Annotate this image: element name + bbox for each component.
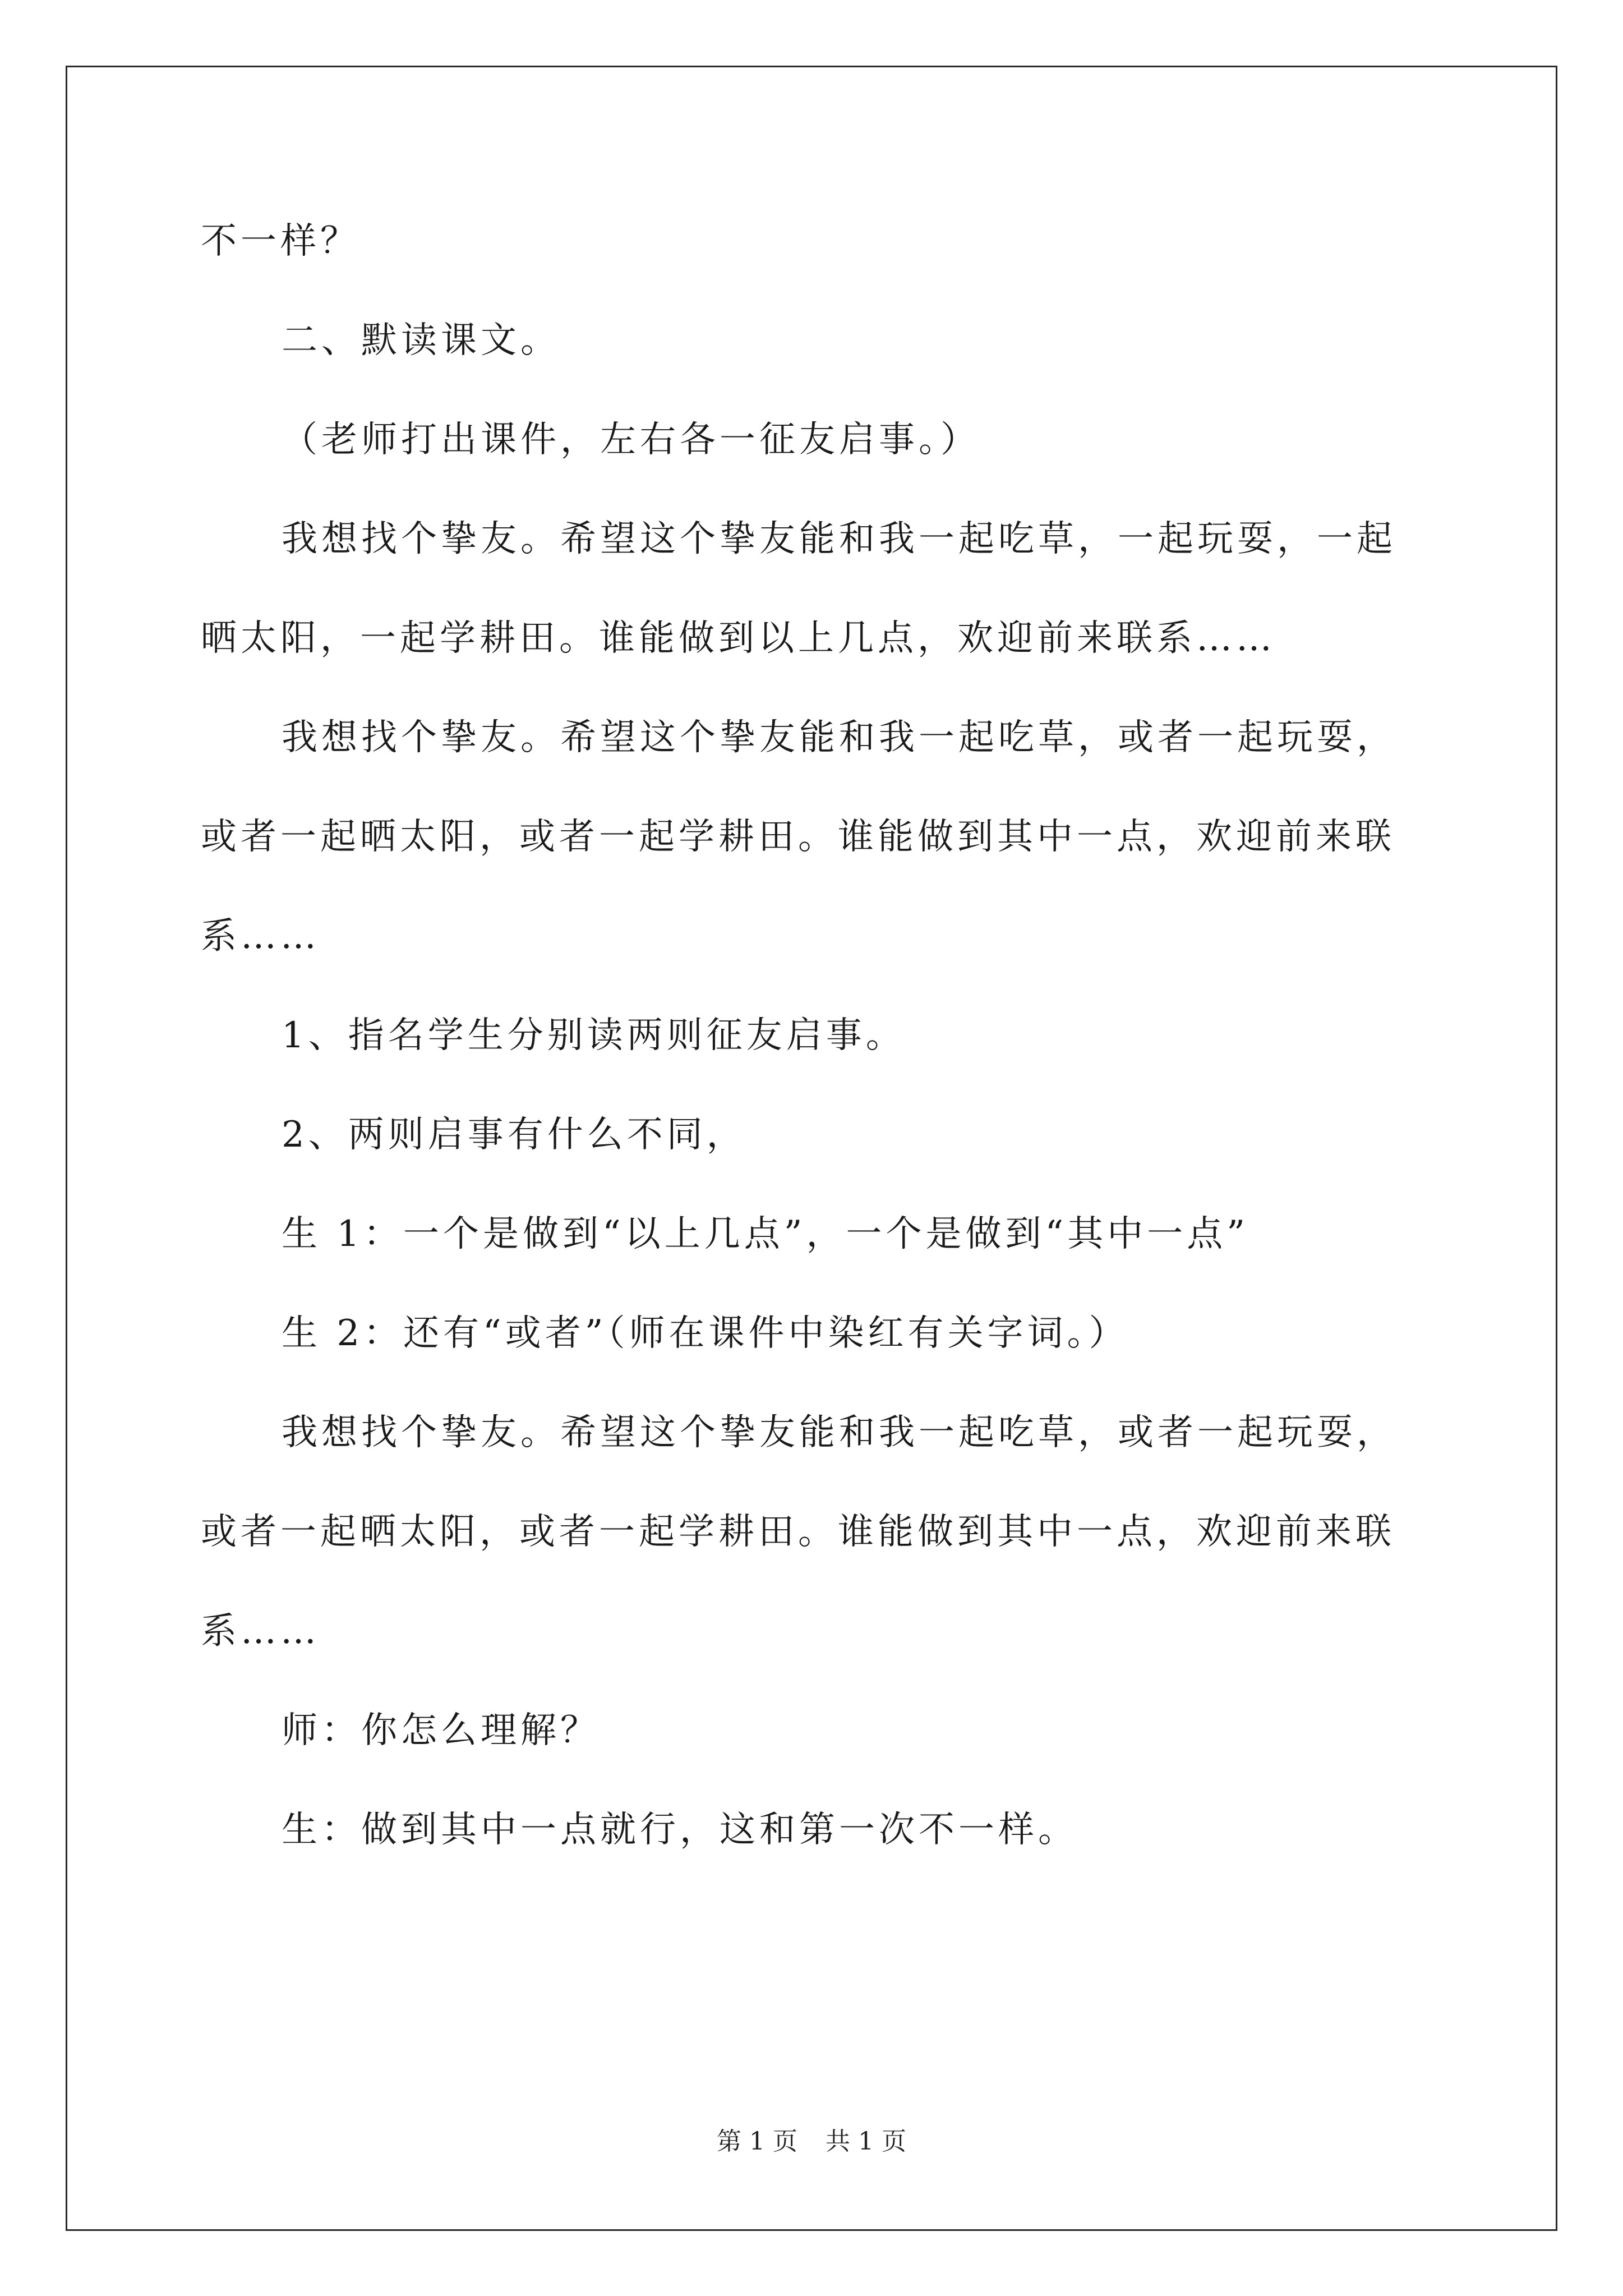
paragraph-line: 生 2：还有“或者”（师在课件中染红有关字词。） [282, 1313, 1129, 1354]
paragraph-line: 师：你怎么理解？ [282, 1710, 600, 1751]
paragraph-line: 我想找个挚友。希望这个挚友能和我一起吃草，或者一起玩耍， [282, 1412, 1396, 1453]
paragraph-line: 或者一起晒太阳，或者一起学耕田。谁能做到其中一点，欢迎前来联 [201, 816, 1395, 858]
paragraph-line: 晒太阳，一起学耕田。谁能做到以上几点，欢迎前来联系…… [201, 618, 1276, 659]
paragraph-line: 或者一起晒太阳，或者一起学耕田。谁能做到其中一点，欢迎前来联 [201, 1511, 1395, 1553]
page-footer [0, 2126, 1623, 2157]
paragraph-line: （老师打出课件，左右各一征友启事。） [282, 419, 980, 461]
paragraph-line: 生 1：一个是做到“以上几点”，一个是做到“其中一点” [282, 1213, 1249, 1255]
paragraph-line: 不一样？ [201, 220, 360, 262]
paragraph-line: 1、指名学生分别读两则征友启事。 [282, 1015, 906, 1056]
paragraph-line: 我想找个挚友。希望这个挚友能和我一起吃草，一起玩耍，一起 [282, 518, 1396, 560]
paragraph-line: 系…… [201, 915, 320, 957]
section-heading: 二、默读课文。 [282, 320, 560, 361]
paragraph-line: 生：做到其中一点就行，这和第一次不一样。 [282, 1809, 1078, 1851]
page-number-current: 第 1 页 [717, 2127, 797, 2156]
paragraph-line: 2、两则启事有什么不同， [282, 1114, 746, 1156]
paragraph-line: 系…… [201, 1611, 320, 1652]
paragraph-line: 我想找个挚友。希望这个挚友能和我一起吃草，或者一起玩耍， [282, 717, 1396, 758]
page-number-total: 共 1 页 [826, 2127, 906, 2156]
